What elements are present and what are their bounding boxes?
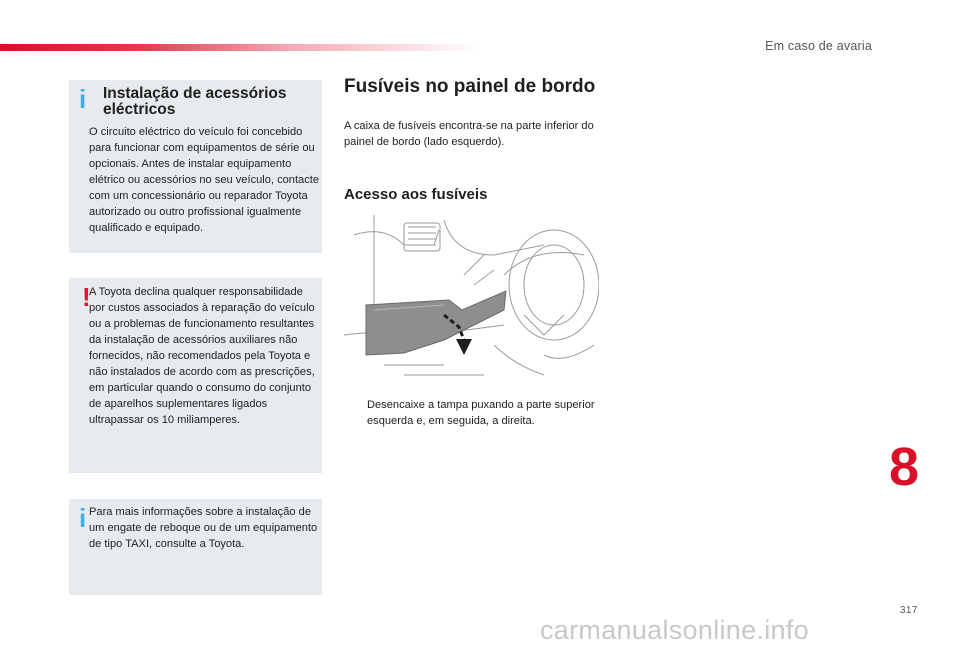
- fuse-box-illustration: [344, 215, 599, 387]
- accessories-title: Instalação de acessórios eléctricos: [103, 85, 287, 118]
- intro-text: A caixa de fusíveis encontra-se na parte inferior do painel de bordo (lado esquerdo).: [344, 120, 594, 148]
- step-text: Desencaixe a tampa puxando a parte superior esquerda e, em seguida, a direita.: [367, 399, 595, 427]
- towing-text: Para mais informações sobre a instalação de um engate de reboque ou de um equipamento de tipo TAXI, consulte a Toyota.: [89, 506, 318, 550]
- page-title: Fusíveis no painel de bordo: [344, 76, 596, 97]
- info-icon: i: [79, 503, 87, 533]
- warning-text: A Toyota declina qualquer responsabilidade por custos associados à reparação do veículo ou a problemas de funcionamento resultantes da instalação de acessórios auxiliares não fornecidos, não recomendados pela Toyota e não instalados de acordo com as prescrições, em particular quando o consumo do conjunto de aparelhos suplementares ligados ultrapassar os 10 miliamperes.: [89, 286, 315, 426]
- warning-icon: !: [82, 282, 91, 312]
- warning-box: [69, 278, 322, 473]
- subsection-title: Acesso aos fusíveis: [344, 186, 488, 203]
- accessories-text: O circuito eléctrico do veículo foi concebido para funcionar com equipamentos de série ou opcionais. Antes de instalar equipamento elétrico ou acessórios no seu veículo, contacte com um concessionário ou reparador Toyota autorizado ou outro profissional igualmente qualificado e equipado.: [89, 126, 320, 234]
- section-header: Em caso de avaria: [765, 39, 872, 53]
- chapter-number: 8: [889, 437, 920, 497]
- page-number: 317: [899, 605, 918, 616]
- accessories-info-box: [69, 80, 322, 253]
- info-icon: i: [79, 84, 87, 114]
- towing-info-box: [69, 499, 322, 595]
- header-accent-bar: [0, 44, 480, 51]
- watermark: carmanualsonline.info: [540, 615, 809, 645]
